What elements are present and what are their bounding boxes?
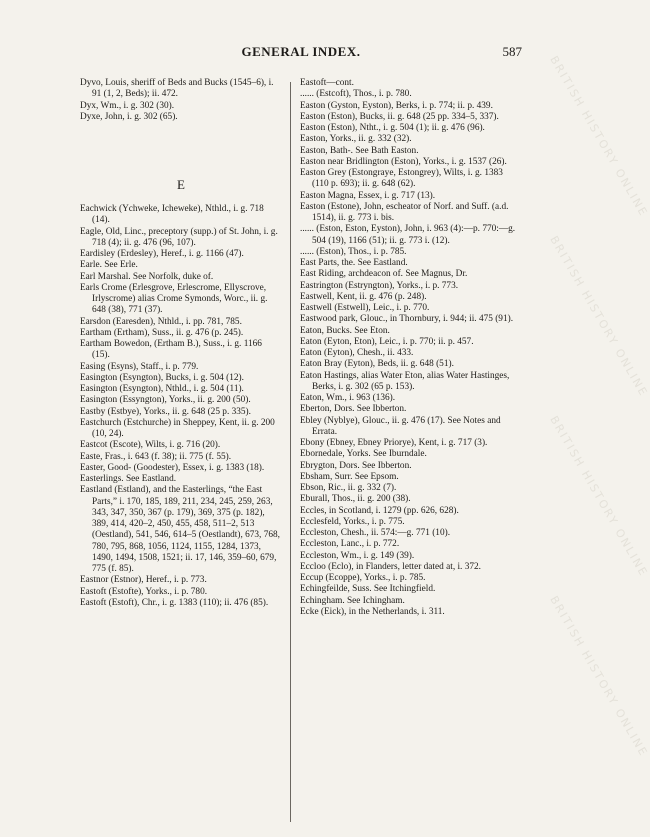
index-entry: Easterlings. See Eastland. — [80, 474, 177, 484]
index-entry: Ebsham, Surr. See Epsom. — [300, 471, 399, 482]
running-header — [80, 44, 522, 64]
index-entry: Ebony (Ebney, Ebney Priorye), Kent, i. g. 717 (3). — [300, 438, 488, 448]
index-entry: Eastrington (Estryngton), Yorks., i. p. 773. — [300, 280, 459, 291]
index-entry: Ebornedale, Yorks. See Iburndale. — [300, 449, 427, 460]
index-entry: Eastcot (Escote), Wilts, i. g. 716 (20). — [80, 440, 221, 451]
index-entry: Dyx, Wm., i. g. 302 (30). — [80, 100, 175, 111]
index-entry: Earsdon (Earesden), Nthld., i. pp. 781, 785. — [80, 316, 242, 327]
index-entry: Echingfeilde, Suss. See Itchingfield. — [300, 584, 436, 595]
index-entry: Eastwood park, Glouc., in Thornbury, i. 944; ii. 475 (91). — [300, 314, 514, 325]
index-entry: Eaton, Bucks. See Eton. — [300, 325, 390, 336]
index-entry: Eartham Bowedon, (Ertham B.), Suss., i. g. 1166 (15). — [80, 339, 262, 361]
watermark: BRITISH HISTORY ONLINE BRITISH HISTORY ONLINE BRITISH HISTORY ONLINE BRITISH HISTORY ONLINE — [547, 53, 650, 760]
index-entry: Ecclesfeld, Yorks., i. p. 775. — [300, 516, 405, 527]
index-entry: Eccleston, Chesh., ii. 574:—g. 771 (10). — [300, 528, 451, 538]
left-column — [80, 78, 282, 609]
index-entry: Eaton (Eyton), Chesh., ii. 433. — [300, 348, 414, 358]
index-entry: Eccup (Ecoppe), Yorks., i. p. 785. — [300, 573, 426, 583]
index-entry: Eccleston, Wm., i. g. 149 (39). — [300, 550, 415, 561]
index-entry: Easington (Esyngton), Bucks, i. g. 504 (12). — [80, 372, 244, 383]
index-entry: Easter, Good- (Goodester), Essex, i. g. 1383 (18). — [80, 462, 265, 473]
index-entry: Ebson, Ric., ii. g. 332 (7). — [300, 483, 397, 493]
column-divider — [290, 82, 291, 822]
index-entry: Eastwell, Kent, ii. g. 476 (p. 248). — [300, 291, 427, 302]
index-entry: Eachwick (Ychweke, Icheweke), Nthld., i. g. 718 (14). — [80, 204, 264, 226]
section-letter: E — [177, 177, 185, 192]
index-entry: Eburall, Thos., ii. g. 200 (38). — [300, 494, 411, 505]
index-entry: Easton, Yorks., ii. g. 332 (32). — [300, 134, 412, 145]
index-entry: Eberton, Dors. See Ibberton. — [300, 404, 407, 415]
index-entry: East Parts, the. See Eastland. — [300, 258, 408, 268]
index-entry: Easton Grey (Estongraye, Estongrey), Wilts, i. g. 1383 (110 p. 693); ii. g. 648 (62). — [300, 168, 503, 190]
index-entry: Eardisley (Erdesley), Heref., i. g. 1166 (47). — [80, 249, 244, 259]
index-entry: Eastland (Estland), and the Easterlings, “the East Parts,” i. 170, 185, 189, 211, 234, 245, 259, 263, 343, 347, 350, 367 (p. 179), 369, 375 (p. 182), 389, 414, 420–2, 450, 455, 458, 511–2, 513 (Oestland), 541, 546, 614–5 (Oestlandt), 673, 768, 780, 795, 868, 1056, 1124, 1155, 1284, 1373, 1490, 1494, 1508, 1521; ii. 17, 146, 359–60, 679, 775 (f. 85). — [80, 485, 280, 574]
left-entry-list — [80, 204, 282, 609]
right-entry-list — [300, 78, 518, 618]
index-entry: Eastoft (Estoft), Chr., i. g. 1383 (110); ii. 476 (85). — [80, 597, 269, 608]
index-entry: Easton (Gyston, Eyston), Berks, i. p. 774; ii. p. 439. — [300, 100, 493, 111]
index-entry: Easton (Estone), John, escheator of Norf. and Suff. (a.d. 1514), ii. g. 773 i. bis. — [300, 201, 509, 223]
index-entry: Easte, Fras., i. 643 (f. 38); ii. 775 (f. 55). — [80, 451, 232, 462]
index-entry: Eagle, Old, Linc., preceptory (supp.) of St. John, i. g. 718 (4); ii. g. 476 (96, 107). — [80, 226, 278, 248]
index-entry: Easton (Eston), Bucks, ii. g. 648 (25 pp. 334–5, 337). — [300, 111, 499, 122]
index-entry: ...... (Estcoft), Thos., i. p. 780. — [300, 89, 412, 100]
index-entry: Dyvo, Louis, sheriff of Beds and Bucks (1545–6), i. 91 (1, 2, Beds); ii. 472. — [80, 78, 274, 100]
index-entry: Eaton Hastings, alias Water Eton, alias Water Hastinges, Berks, i. g. 302 (65 p. 153). — [300, 370, 510, 392]
index-entry: Eastoft (Estofte), Yorks., i. p. 780. — [80, 586, 208, 597]
index-entry: Earl Marshal. See Norfolk, duke of. — [80, 271, 214, 282]
section-gap — [80, 193, 282, 204]
index-entry: Eastnor (Estnor), Heref., i. p. 773. — [80, 575, 207, 586]
index-entry: Eaton Bray (Eyton), Beds, ii. g. 648 (51). — [300, 359, 454, 370]
index-entry: Eaton, Wm., i. 963 (136). — [300, 393, 396, 403]
index-entry: Easton Magna, Essex, i. g. 717 (13). — [300, 190, 436, 201]
page-number: 587 — [502, 44, 522, 59]
index-entry: Easington (Esyngton), Nthld., i. g. 504 (11). — [80, 384, 244, 394]
index-entry: ...... (Eston), Thos., i. p. 785. — [300, 246, 407, 257]
index-entry: Eastby (Estbye), Yorks., ii. g. 648 (25 p. 335). — [80, 406, 251, 417]
index-entry: East Riding, archdeacon of. See Magnus, Dr. — [300, 269, 468, 280]
index-entry: Ebley (Nyblye), Glouc., ii. g. 476 (17). See Notes and Errata. — [300, 415, 501, 437]
index-entry: Eccles, in Scotland, i. 1279 (pp. 626, 628). — [300, 505, 459, 516]
index-entry: Eccloo (Eclo), in Flanders, letter dated at, i. 372. — [300, 561, 481, 572]
index-entry: Easington (Essyngton), Yorks., ii. g. 200 (50). — [80, 395, 251, 406]
index-entry: Dyxe, John, i. g. 302 (65). — [80, 111, 178, 122]
index-entry: Eastwell (Estwell), Leic., i. p. 770. — [300, 303, 430, 313]
index-entry: Ecke (Eick), in the Netherlands, i. 311. — [300, 606, 445, 617]
index-entry: Eartham (Ertham), Suss., ii. g. 476 (p. 245). — [80, 327, 244, 338]
index-entry: Eastchurch (Estchurche) in Sheppey, Kent, ii. g. 200 (10, 24). — [80, 417, 275, 439]
index-entry: Eccleston, Lanc., i. p. 772. — [300, 539, 400, 550]
page-title: GENERAL INDEX. — [241, 44, 361, 59]
index-entry: Easton, Bath-. See Bath Easton. — [300, 145, 419, 156]
index-entry: Ebrygton, Dors. See Ibberton. — [300, 460, 412, 471]
section-gap — [80, 123, 282, 177]
index-entry: Echingham. See Ichingham. — [300, 595, 405, 606]
index-entry: Earle. See Erle. — [80, 260, 138, 271]
index-entry: Easton near Bridlington (Eston), Yorks., i. g. 1537 (26). — [300, 156, 507, 167]
index-entry: Earls Crome (Erlesgrove, Erlescrome, Ellyscrove, Irlyscrome) alias Crome Symonds, Worc., ii. g. 648 (38), 771 (37). — [80, 282, 268, 316]
index-entry: Eastoft—cont. — [300, 78, 354, 88]
index-entry: Easing (Esyns), Staff., i. p. 779. — [80, 361, 199, 372]
index-entry: Eaton (Eyton, Eton), Leic., i. p. 770; ii. p. 457. — [300, 336, 474, 347]
right-column — [300, 78, 518, 618]
index-entry: Easton (Eston), Ntht., i. g. 504 (1); ii. g. 476 (96). — [300, 123, 485, 133]
index-entry: ...... (Eston, Eston, Eyston), John, i. 963 (4):—p. 770:—g. 504 (19), 1166 (51); ii. g. 773 i. (12). — [300, 224, 516, 246]
